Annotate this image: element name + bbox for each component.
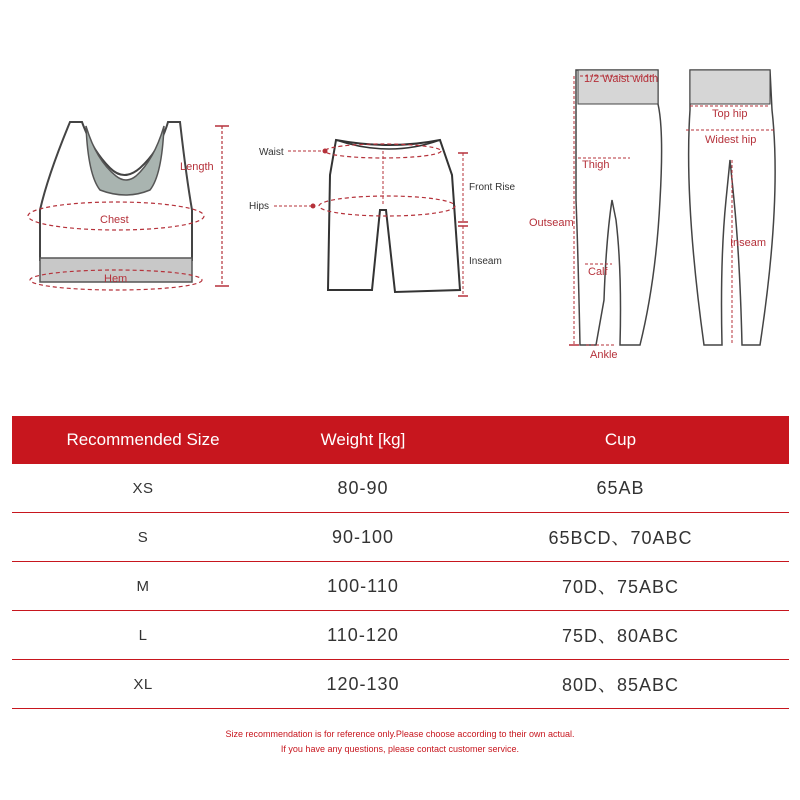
bra-length-label: Length [180,161,214,173]
shorts-front-rise-label: Front Rise [469,182,516,193]
table-row [12,611,789,660]
size-cell: XS [132,479,154,497]
leggings-inseam-label: Inseam [730,237,767,249]
leggings-ankle-label: Ankle [590,349,618,361]
table-row [12,562,789,611]
leggings-thigh-label: Thigh [582,159,610,171]
sports-bra-illustration [28,122,229,290]
leggings-calf-label: Calf [588,266,608,278]
shorts-inseam-label: Inseam [469,256,502,267]
weight-cell: 120-130 [326,673,400,694]
shorts-illustration [249,140,516,296]
size-cell: L [138,626,148,644]
reference-note: Size recommendation is for reference only.Please choose according to their own actual. [225,729,575,739]
garment-illustrations [0,0,800,380]
leggings-side-illustration [529,70,662,361]
cup-cell: 65BCD、70ABC [548,528,693,548]
weight-cell: 90-100 [331,526,395,547]
size-cell: M [136,577,150,595]
header-weight: Weight [kg] [320,430,406,449]
size-table [12,416,789,709]
cup-cell: 65AB [596,477,645,498]
measurement-diagram [0,0,800,380]
cup-cell: 75D、80ABC [561,626,680,646]
bra-chest-label: Chest [100,214,129,226]
cup-cell: 70D、75ABC [561,577,680,597]
bra-hem-label: Hem [104,273,128,285]
size-cell: XL [133,675,153,693]
weight-cell: 110-120 [327,624,399,645]
size-cell: S [137,528,149,546]
shorts-hips-label: Hips [249,201,270,212]
header-recommended-size: Recommended Size [66,430,220,449]
leggings-back-illustration [686,70,776,345]
weight-cell: 80-90 [337,477,389,498]
header-cup: Cup [604,430,637,449]
table-row [12,660,789,709]
shorts-waist-label: Waist [259,147,284,158]
table-row [12,464,789,513]
contact-note: If you have any questions, please contact customer service. [280,744,520,754]
weight-cell: 100-110 [327,575,399,596]
table-header [12,416,789,464]
table-row [12,513,789,562]
leggings-half-waist-label: 1/2 Waist width [584,73,659,85]
leggings-outseam-label: Outseam [529,217,574,229]
cup-cell: 80D、85ABC [561,675,680,695]
leggings-widest-hip-label: Widest hip [705,134,757,146]
leggings-top-hip-label: Top hip [712,108,748,120]
